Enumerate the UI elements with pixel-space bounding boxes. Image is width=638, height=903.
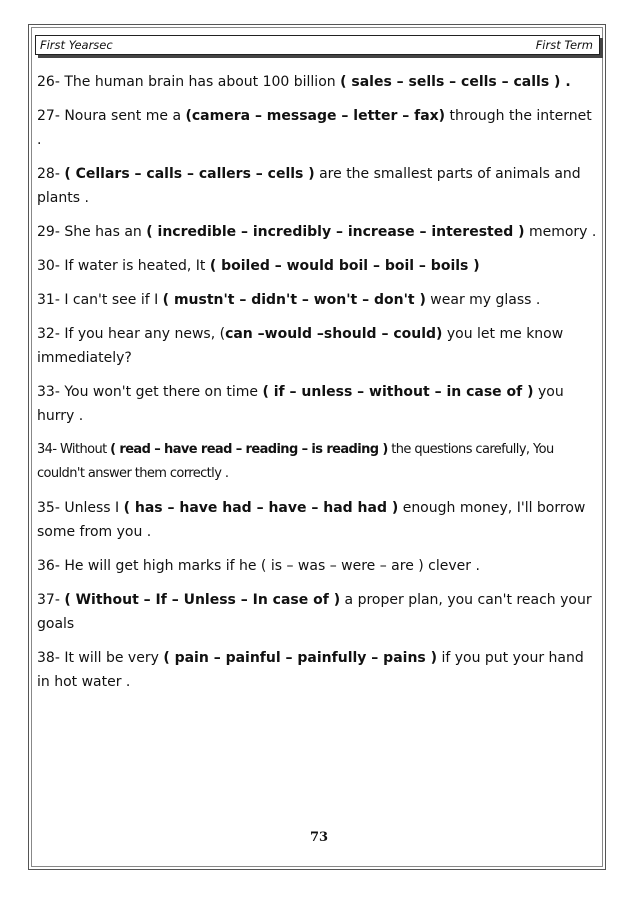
question-text-end: you let me know immediately? bbox=[37, 326, 564, 366]
page-number: 73 bbox=[309, 830, 329, 845]
question-number: 34- bbox=[37, 442, 60, 457]
question-text: Noura sent me a bbox=[64, 108, 186, 124]
answer-choices: can –would –should – could) bbox=[225, 326, 443, 342]
question-26 bbox=[37, 70, 597, 94]
answer-choices: ( boiled – would boil – boil – boils ) bbox=[209, 258, 480, 274]
question-text: She has an bbox=[64, 224, 147, 240]
question-text: The human brain has about 100 billion bbox=[64, 74, 341, 90]
question-text-end: are the smallest parts of animals and plants . bbox=[37, 166, 581, 206]
question-text: Unless I bbox=[64, 500, 124, 516]
answer-choices: ( if – unless – without – in case of ) bbox=[262, 384, 534, 400]
answer-choices: (camera – message – letter – fax) bbox=[185, 108, 446, 124]
question-text: He will get high marks if he ( is – was – were – are ) clever . bbox=[64, 558, 480, 574]
question-36 bbox=[37, 554, 597, 578]
question-number: 27- bbox=[37, 108, 65, 124]
question-34 bbox=[37, 438, 597, 486]
question-number: 33- bbox=[37, 384, 65, 400]
question-text-end: memory . bbox=[524, 224, 597, 240]
question-text-end: wear my glass . bbox=[425, 292, 541, 308]
question-number: 32- bbox=[37, 326, 65, 342]
header-left-text: First Yearsec bbox=[40, 38, 113, 52]
question-text: If water is heated, It bbox=[64, 258, 210, 274]
answer-choices: ( has – have had – have – had had ) bbox=[123, 500, 399, 516]
question-text: It will be very bbox=[64, 650, 164, 666]
question-number: 30- bbox=[37, 258, 65, 274]
answer-choices: ( sales – sells – cells – calls ) . bbox=[340, 74, 571, 90]
answer-choices: ( mustn't – didn't – won't – don't ) bbox=[162, 292, 426, 308]
question-text: If you hear any news, ( bbox=[64, 326, 226, 342]
answer-choices: ( Cellars – calls – callers – cells ) bbox=[64, 166, 315, 182]
question-text: Without bbox=[59, 442, 111, 457]
question-30 bbox=[37, 254, 597, 278]
question-number: 36- bbox=[37, 558, 65, 574]
question-number: 31- bbox=[37, 292, 65, 308]
page-header bbox=[35, 35, 600, 55]
answer-choices: ( incredible – incredibly – increase – interested ) bbox=[146, 224, 525, 240]
question-text-end: a proper plan, you can't reach your goals bbox=[37, 592, 592, 632]
question-text-end: if you put your hand in hot water . bbox=[37, 650, 584, 690]
question-number: 37- bbox=[37, 592, 65, 608]
question-number: 28- bbox=[37, 166, 65, 182]
question-number: 29- bbox=[37, 224, 65, 240]
answer-choices: ( read – have read – reading – is reading ) bbox=[110, 442, 388, 457]
question-31 bbox=[37, 288, 597, 312]
question-text-end: the questions carefully, You couldn't answer them correctly . bbox=[37, 442, 554, 481]
question-35 bbox=[37, 496, 597, 544]
question-33 bbox=[37, 380, 597, 428]
question-number: 26- bbox=[37, 74, 65, 90]
question-number: 35- bbox=[37, 500, 65, 516]
question-28 bbox=[37, 162, 597, 210]
question-29 bbox=[37, 220, 597, 244]
question-27 bbox=[37, 104, 597, 152]
question-32 bbox=[37, 322, 597, 370]
question-text-end: enough money, I'll borrow some from you . bbox=[37, 500, 586, 540]
answer-choices: ( Without – If – Unless – In case of ) bbox=[64, 592, 341, 608]
question-number: 38- bbox=[37, 650, 65, 666]
question-text-end: you hurry . bbox=[37, 384, 564, 424]
question-38 bbox=[37, 646, 597, 694]
question-text: I can't see if I bbox=[64, 292, 163, 308]
question-text-end: through the internet . bbox=[37, 108, 592, 148]
question-text: You won't get there on time bbox=[64, 384, 263, 400]
question-37 bbox=[37, 588, 597, 636]
question-list bbox=[37, 70, 597, 704]
header-right-text: First Term bbox=[535, 38, 593, 52]
answer-choices: ( pain – painful – painfully – pains ) bbox=[163, 650, 438, 666]
